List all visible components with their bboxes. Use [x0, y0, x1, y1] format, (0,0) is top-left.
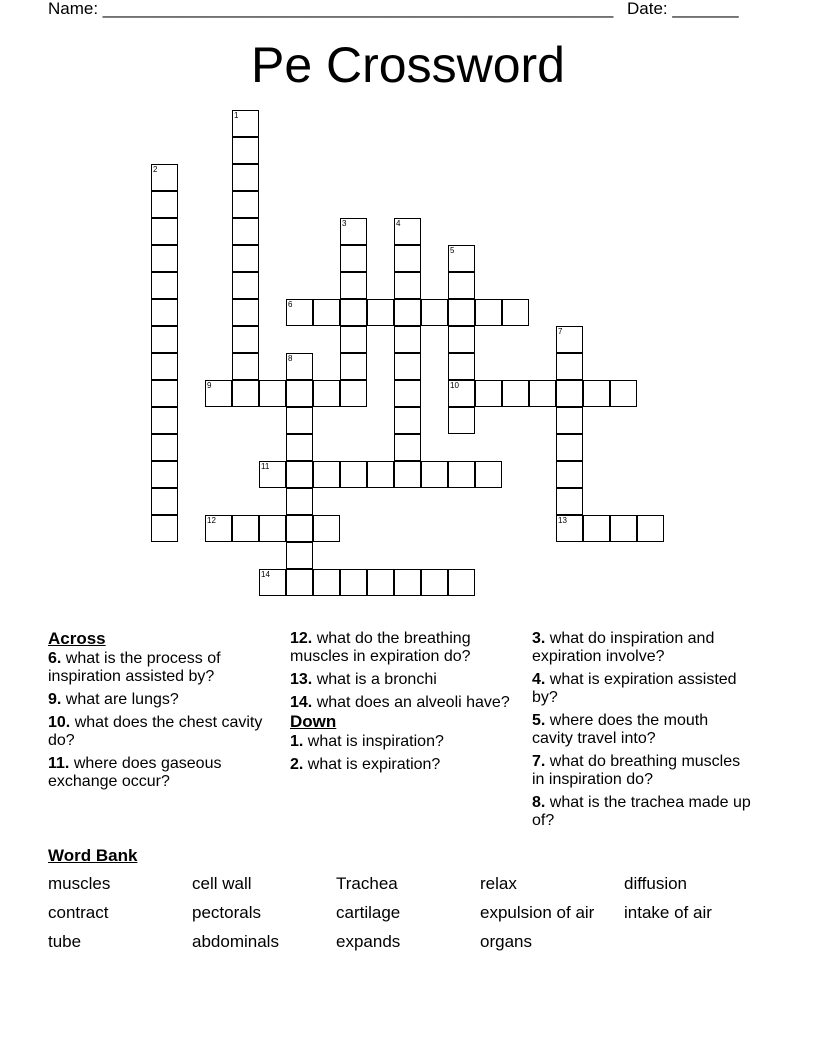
clue-text: where does the mouth cavity travel into? — [532, 712, 709, 747]
clue-across-13 — [290, 671, 510, 689]
word-bank — [48, 846, 768, 952]
clue-number: 4. — [532, 671, 546, 688]
word-bank-item: abdominals — [192, 932, 279, 951]
word-bank-item: cell wall — [192, 874, 252, 893]
cell-number: 5 — [450, 246, 455, 255]
crossword-cell[interactable] — [232, 353, 259, 380]
clue-down-5 — [532, 712, 752, 748]
crossword-cell[interactable] — [394, 353, 421, 380]
crossword-cell[interactable] — [232, 137, 259, 164]
crossword-cell[interactable] — [151, 164, 178, 191]
crossword-cell[interactable] — [313, 380, 340, 407]
crossword-cell[interactable] — [367, 299, 394, 326]
cell-number: 12 — [207, 516, 216, 525]
crossword-cell[interactable] — [448, 407, 475, 434]
crossword-cell[interactable] — [340, 218, 367, 245]
crossword-cell[interactable] — [421, 569, 448, 596]
crossword-cell[interactable] — [151, 488, 178, 515]
clue-down-7 — [532, 753, 752, 789]
clue-number: 7. — [532, 753, 546, 770]
crossword-cell[interactable] — [556, 407, 583, 434]
word-bank-item: expands — [336, 932, 401, 951]
crossword-cell[interactable] — [313, 515, 340, 542]
crossword-cell[interactable] — [232, 218, 259, 245]
crossword-cell[interactable] — [286, 407, 313, 434]
word-bank-item: contract — [48, 903, 109, 922]
clue-down-8 — [532, 794, 752, 830]
word-bank-item: intake of air — [624, 903, 712, 922]
crossword-cell[interactable] — [286, 434, 313, 461]
crossword-cell[interactable] — [637, 515, 664, 542]
crossword-cell[interactable] — [610, 380, 637, 407]
crossword-cell[interactable] — [151, 353, 178, 380]
crossword-cell[interactable] — [151, 191, 178, 218]
crossword-cell[interactable] — [151, 245, 178, 272]
clue-text: what do the breathing muscles in expiration do? — [290, 630, 471, 665]
crossword-cell[interactable] — [583, 515, 610, 542]
word-bank-item: expulsion of air — [480, 903, 595, 922]
crossword-cell[interactable] — [259, 380, 286, 407]
crossword-cell[interactable] — [151, 434, 178, 461]
crossword-cell[interactable] — [151, 299, 178, 326]
clues-column-3 — [532, 630, 752, 835]
clue-number: 12. — [290, 630, 313, 647]
clue-down-4 — [532, 671, 752, 707]
date-field-label: Date: _______ — [627, 0, 739, 18]
clue-down-3 — [532, 630, 752, 666]
crossword-cell[interactable] — [205, 380, 232, 407]
word-bank-item: relax — [480, 874, 517, 893]
crossword-cell[interactable] — [151, 272, 178, 299]
crossword-cell[interactable] — [286, 353, 313, 380]
crossword-cell[interactable] — [394, 326, 421, 353]
cell-number: 10 — [450, 381, 459, 390]
clue-across-12 — [290, 630, 510, 666]
clue-number: 10. — [48, 714, 71, 731]
clue-across-6 — [48, 650, 268, 686]
crossword-cell[interactable] — [448, 245, 475, 272]
crossword-cell[interactable] — [394, 569, 421, 596]
crossword-cell[interactable] — [394, 245, 421, 272]
crossword-cell[interactable] — [475, 299, 502, 326]
crossword-cell[interactable] — [151, 326, 178, 353]
word-bank-heading: Word Bank — [48, 846, 138, 865]
down-heading: Down — [290, 712, 337, 731]
cell-number: 3 — [342, 219, 347, 228]
crossword-cell[interactable] — [556, 461, 583, 488]
cell-number: 14 — [261, 570, 270, 579]
clue-text: what is expiration? — [307, 756, 441, 773]
crossword-cell[interactable] — [367, 569, 394, 596]
crossword-cell[interactable] — [286, 488, 313, 515]
word-bank-item: Trachea — [336, 874, 398, 893]
crossword-cell[interactable] — [340, 272, 367, 299]
clue-text: where does gaseous exchange occur? — [48, 755, 222, 790]
cell-number: 4 — [396, 219, 401, 228]
crossword-cell[interactable] — [340, 461, 367, 488]
clue-down-1 — [290, 733, 510, 751]
clue-number: 11. — [48, 755, 70, 772]
clue-text: what do breathing muscles in inspiration do? — [532, 753, 741, 788]
word-bank-list — [48, 874, 768, 952]
crossword-cell[interactable] — [232, 326, 259, 353]
clue-text: what is the process of inspiration assisted by? — [48, 650, 221, 685]
clue-across-14 — [290, 694, 510, 712]
crossword-cell[interactable] — [259, 569, 286, 596]
crossword-cell[interactable] — [421, 299, 448, 326]
word-bank-item: pectorals — [192, 903, 261, 922]
crossword-cell[interactable] — [448, 461, 475, 488]
crossword-cell[interactable] — [367, 461, 394, 488]
word-bank-item: tube — [48, 932, 82, 951]
word-bank-item: cartilage — [336, 903, 401, 922]
crossword-cell[interactable] — [286, 515, 313, 542]
crossword-cell[interactable] — [556, 380, 583, 407]
across-heading: Across — [48, 629, 106, 648]
cell-number: 8 — [288, 354, 293, 363]
crossword-cell[interactable] — [232, 191, 259, 218]
cell-number: 11 — [261, 462, 270, 471]
crossword-cell[interactable] — [205, 515, 232, 542]
clue-number: 8. — [532, 794, 546, 811]
name-field-label: Name: ______________________________________________________ — [48, 0, 614, 18]
cell-number: 7 — [558, 327, 563, 336]
crossword-cell[interactable] — [313, 299, 340, 326]
crossword-cell[interactable] — [286, 380, 313, 407]
cell-number: 13 — [558, 516, 567, 525]
word-bank-item: diffusion — [624, 874, 688, 893]
crossword-cell[interactable] — [151, 218, 178, 245]
crossword-cell[interactable] — [448, 272, 475, 299]
crossword-cell[interactable] — [556, 353, 583, 380]
clue-text: what does an alveoli have? — [316, 694, 510, 711]
crossword-cell[interactable] — [394, 434, 421, 461]
crossword-cell[interactable] — [151, 407, 178, 434]
crossword-cell[interactable] — [286, 299, 313, 326]
crossword-cell[interactable] — [556, 326, 583, 353]
crossword-cell[interactable] — [340, 353, 367, 380]
crossword-cell[interactable] — [448, 569, 475, 596]
clue-number: 6. — [48, 650, 62, 667]
crossword-cell[interactable] — [151, 380, 178, 407]
crossword-cell[interactable] — [286, 461, 313, 488]
crossword-cell[interactable] — [394, 407, 421, 434]
page-title: Pe Crossword — [251, 37, 565, 93]
clue-text: what is inspiration? — [307, 733, 444, 750]
crossword-cell[interactable] — [529, 380, 556, 407]
crossword-cell[interactable] — [232, 110, 259, 137]
word-bank-item: muscles — [48, 874, 111, 893]
crossword-cell[interactable] — [232, 380, 259, 407]
clue-across-10 — [48, 714, 268, 750]
crossword-cell[interactable] — [313, 461, 340, 488]
clues-column-2 — [290, 630, 510, 779]
crossword-cell[interactable] — [475, 461, 502, 488]
clue-text: what is the trachea made up of? — [532, 794, 751, 829]
clue-number: 1. — [290, 733, 304, 750]
crossword-cell[interactable] — [340, 380, 367, 407]
crossword-cell[interactable] — [475, 380, 502, 407]
crossword-cell[interactable] — [502, 299, 529, 326]
clue-number: 13. — [290, 671, 313, 688]
clue-number: 5. — [532, 712, 546, 729]
crossword-cell[interactable] — [313, 569, 340, 596]
crossword-cell[interactable] — [259, 461, 286, 488]
crossword-cell[interactable] — [448, 299, 475, 326]
crossword-cell[interactable] — [394, 299, 421, 326]
crossword-cell[interactable] — [421, 461, 448, 488]
clue-number: 9. — [48, 691, 62, 708]
crossword-cell[interactable] — [232, 245, 259, 272]
crossword-cell[interactable] — [286, 542, 313, 569]
crossword-cell[interactable] — [556, 488, 583, 515]
clues-column-1 — [48, 630, 268, 796]
clue-text: what is expiration assisted by? — [532, 671, 737, 706]
crossword-cell[interactable] — [340, 326, 367, 353]
crossword-cell[interactable] — [340, 245, 367, 272]
crossword-cell[interactable] — [448, 326, 475, 353]
crossword-cell[interactable] — [556, 515, 583, 542]
crossword-cell[interactable] — [232, 515, 259, 542]
crossword-cell[interactable] — [151, 461, 178, 488]
cell-number: 2 — [153, 165, 158, 174]
crossword-cell[interactable] — [394, 380, 421, 407]
crossword-cell[interactable] — [394, 461, 421, 488]
clue-text: what are lungs? — [65, 691, 179, 708]
crossword-cell[interactable] — [232, 272, 259, 299]
crossword-cell[interactable] — [448, 353, 475, 380]
clue-text: what do inspiration and expiration involve? — [532, 630, 715, 665]
clue-across-9 — [48, 691, 268, 709]
crossword-cell[interactable] — [502, 380, 529, 407]
crossword-cell[interactable] — [394, 218, 421, 245]
clue-text: what does the chest cavity do? — [48, 714, 263, 749]
crossword-cell[interactable] — [340, 569, 367, 596]
crossword-cell[interactable] — [232, 299, 259, 326]
clue-number: 14. — [290, 694, 313, 711]
cell-number: 1 — [234, 111, 239, 120]
crossword-cell[interactable] — [232, 164, 259, 191]
cell-number: 6 — [288, 300, 293, 309]
clue-number: 3. — [532, 630, 546, 647]
crossword-cell[interactable] — [340, 299, 367, 326]
crossword-cell[interactable] — [394, 272, 421, 299]
crossword-cell[interactable] — [286, 569, 313, 596]
crossword-cell[interactable] — [448, 380, 475, 407]
crossword-cell[interactable] — [151, 515, 178, 542]
clue-across-11 — [48, 755, 268, 791]
word-bank-item: organs — [480, 932, 532, 951]
crossword-cell[interactable] — [259, 515, 286, 542]
crossword-cell[interactable] — [583, 380, 610, 407]
crossword-cell[interactable] — [556, 434, 583, 461]
clue-text: what is a bronchi — [316, 671, 437, 688]
crossword-cell[interactable] — [610, 515, 637, 542]
clue-down-2 — [290, 756, 510, 774]
cell-number: 9 — [207, 381, 212, 390]
clue-number: 2. — [290, 756, 304, 773]
